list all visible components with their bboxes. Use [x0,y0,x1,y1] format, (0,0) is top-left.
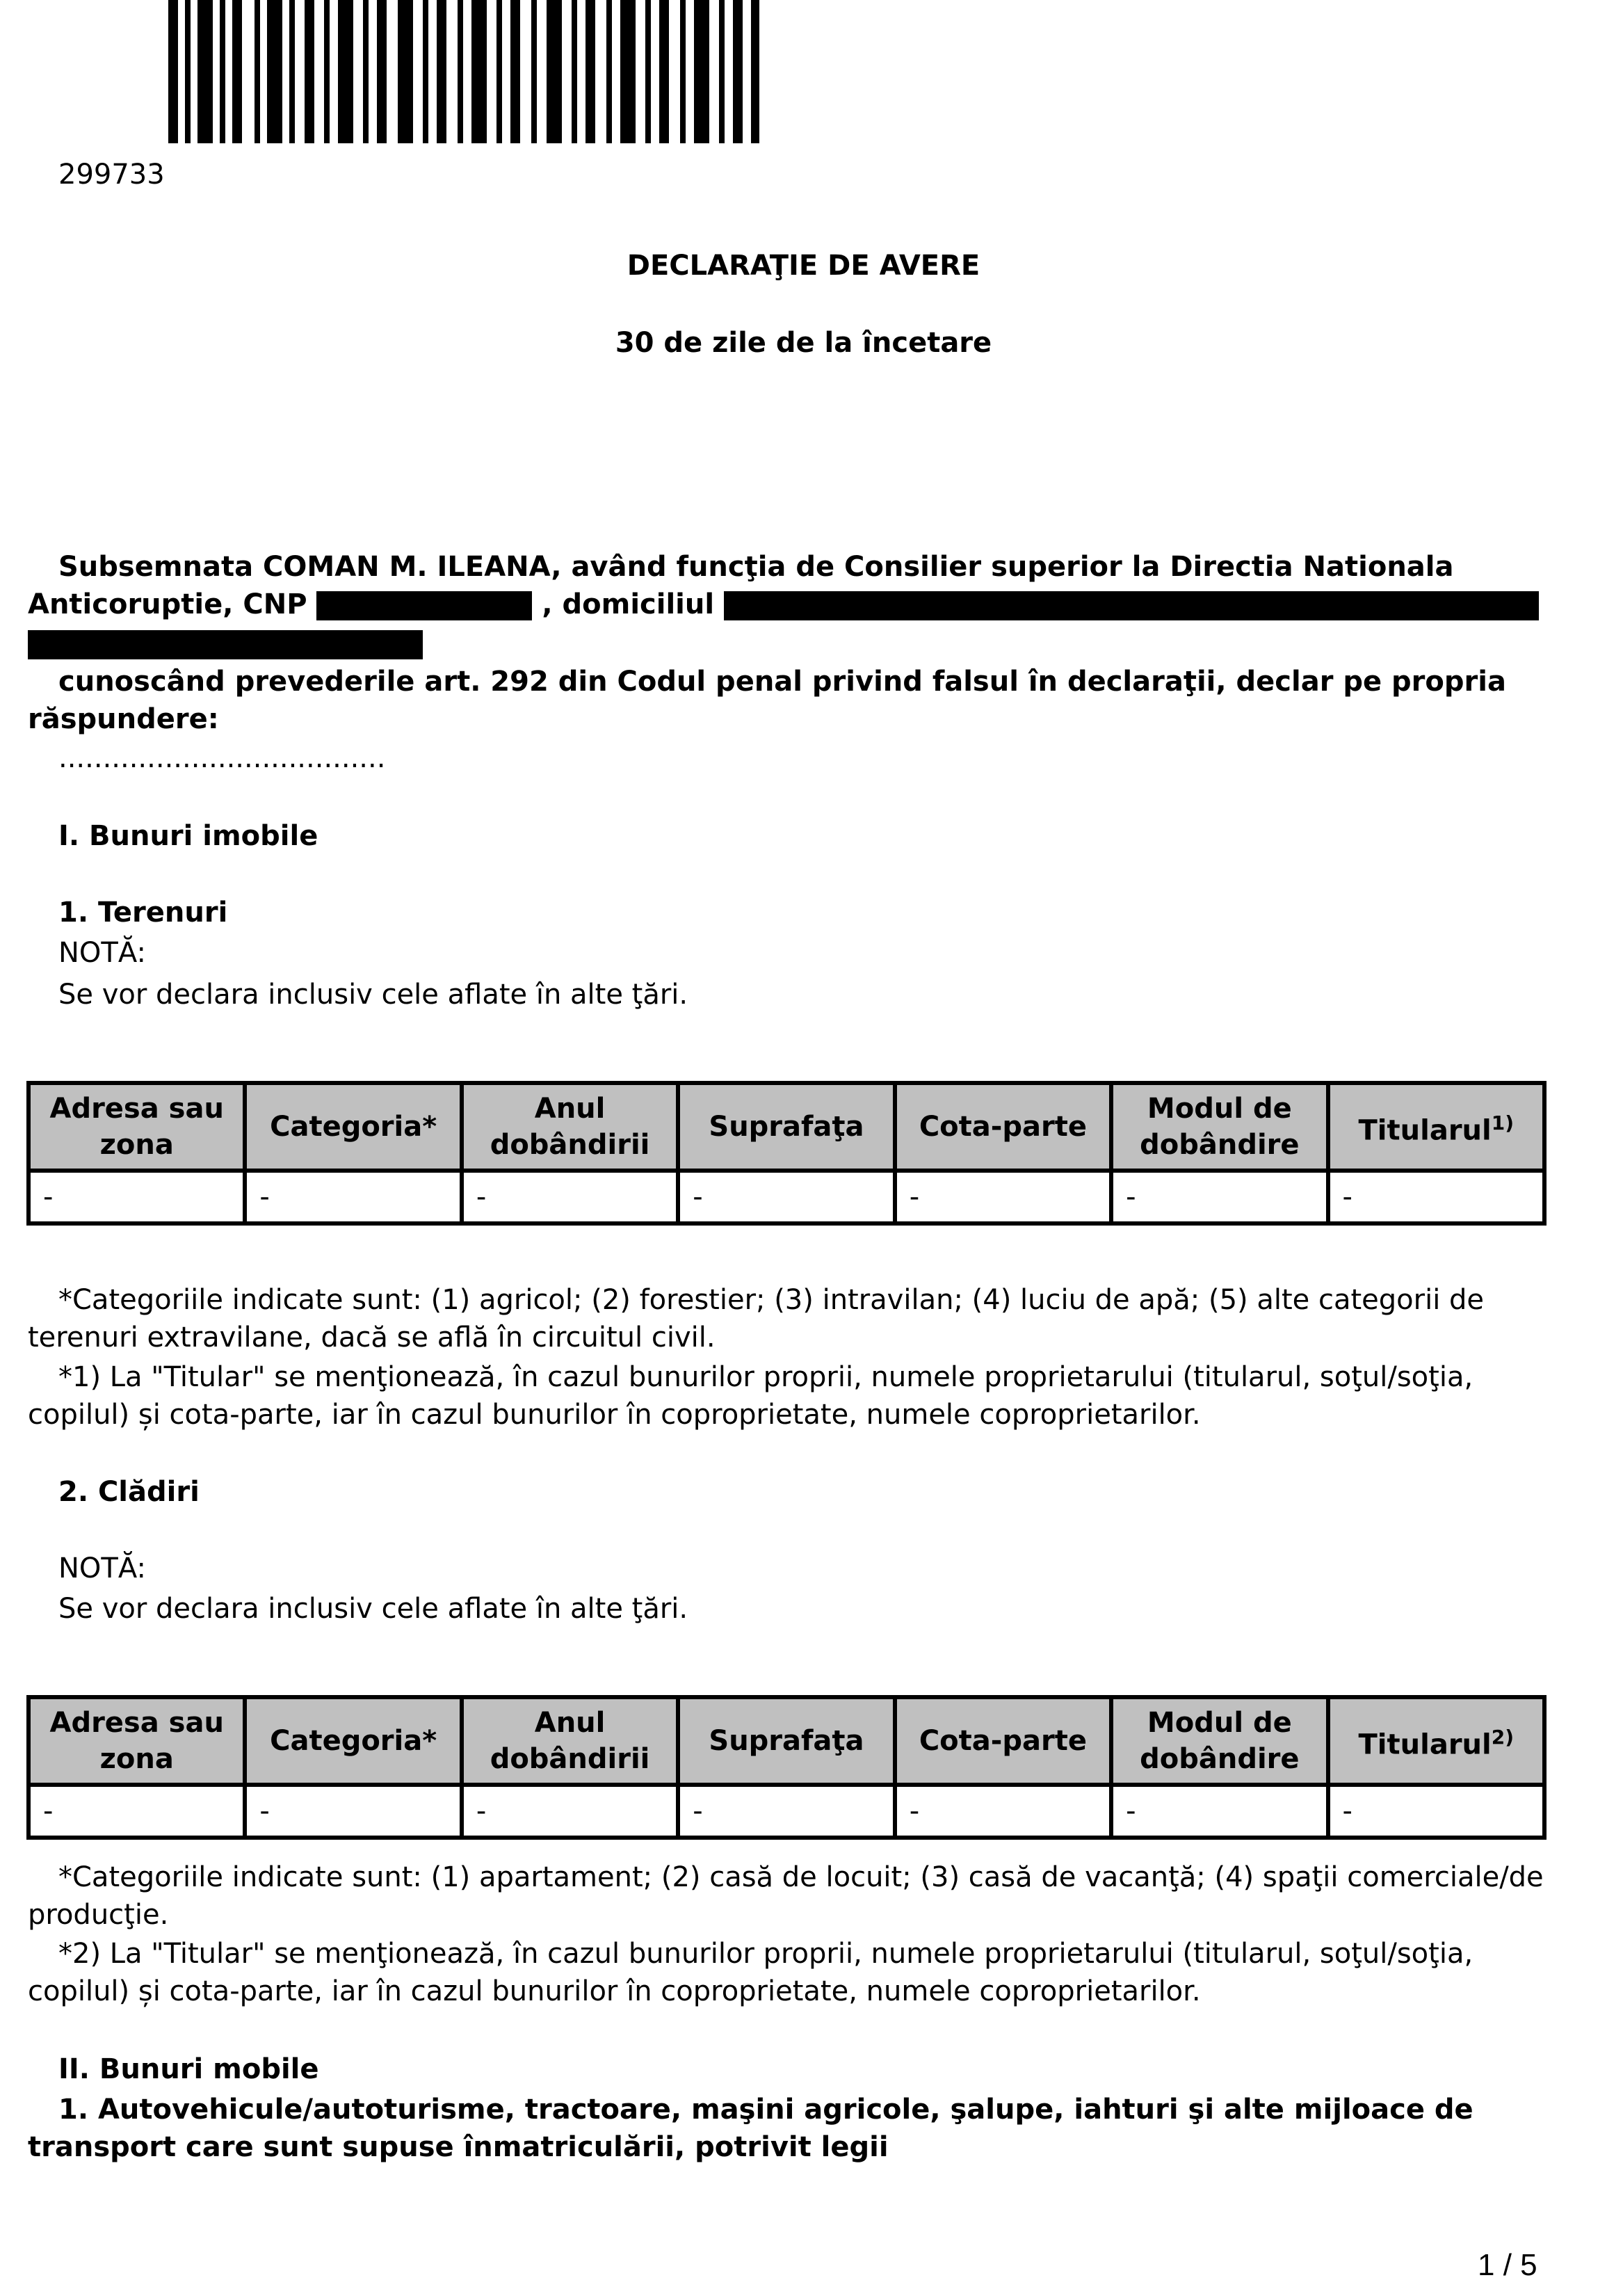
column-header: Adresa sau zona [29,1697,245,1785]
section-2-item-1-line-1: 1. Autovehicule/autoturisme, tractoare, maşini agricole, şalupe, iahturi şi alte mijloace de [58,2094,1473,2126]
column-header: Categoria* [245,1083,461,1171]
column-header [1328,1697,1544,1785]
table-cell: - [1111,1171,1327,1223]
terenuri-note-text: Se vor declara inclusiv cele aflate în alte ţări. [58,979,688,1011]
terenuri-footnote-2-line-2: copilul) și cota-parte, iar în cazul bunurilor în coproprietate, numele coproprietarilor. [28,1399,1201,1431]
table-header-row [29,1697,1544,1785]
cladiri-table [26,1695,1547,1840]
redacted-address-continued [28,630,423,659]
domiciliu-label: , domiciliul [542,588,715,620]
redacted-cnp [316,591,532,620]
cladiri-title: 2. Clădiri [58,1476,200,1508]
table-cell: - [1111,1785,1327,1838]
statement-line-2: răspundere: [28,703,219,735]
table-row [29,1171,1544,1223]
column-header [1328,1083,1544,1171]
titular-label: Titularul [1358,1728,1492,1761]
column-header: Cota-parte [895,1083,1111,1171]
terenuri-footnote-1-line-2: terenuri extravilane, dacă se află în circuitul civil. [28,1322,716,1354]
terenuri-footnote-2-line-1: *1) La "Titular" se menţionează, în cazul bunurilor proprii, numele proprietarului (titularul, soţul/soţia, [58,1361,1473,1393]
footnote-marker: 1) [1491,1111,1515,1134]
table-cell: - [462,1171,678,1223]
cnp-label: Anticoruptie, CNP [28,588,307,620]
cladiri-note-text: Se vor declara inclusiv cele aflate în alte ţări. [58,1593,688,1625]
page-subtitle: 30 de zile de la încetare [615,327,992,359]
cladiri-footnote-2-line-1: *2) La "Titular" se menţionează, în cazul bunurilor proprii, numele proprietarului (titularul, soţul/soţia, [58,1938,1473,1970]
table-row [29,1785,1544,1838]
cladiri-footnote-2-line-2: copilul) și cota-parte, iar în cazul bunurilor în coproprietate, numele coproprietarilor. [28,1975,1201,2007]
table-header-row [29,1083,1544,1171]
table-cell: - [462,1785,678,1838]
page-indicator: 1 / 5 [1478,2248,1537,2282]
table-cell: - [1328,1171,1544,1223]
column-header: Suprafaţa [678,1697,894,1785]
statement-line-1: cunoscând prevederile art. 292 din Codul penal privind falsul în declaraţii, declar pe propria [58,666,1506,698]
column-header: Modul de dobândire [1111,1697,1327,1785]
document-number: 299733 [58,159,165,191]
terenuri-title: 1. Terenuri [58,897,228,929]
cladiri-note-label: NOTĂ: [58,1552,146,1584]
section-2-title: II. Bunuri mobile [58,2053,319,2085]
terenuri-table [26,1081,1547,1226]
terenuri-footnote-1-line-1: *Categoriile indicate sunt: (1) agricol; (2) forestier; (3) intravilan; (4) luciu de apă; (5) alte categorii de [58,1284,1485,1316]
table-cell: - [1328,1785,1544,1838]
table-cell: - [678,1785,894,1838]
section-1-title: I. Bunuri imobile [58,820,318,852]
column-header: Suprafaţa [678,1083,894,1171]
table-cell: - [895,1171,1111,1223]
table-cell: - [245,1785,461,1838]
dotted-line: ..................................... [58,742,386,774]
column-header: Anul dobândirii [462,1083,678,1171]
declarant-line-2 [28,586,1539,623]
terenuri-note-label: NOTĂ: [58,937,146,969]
table-cell: - [29,1785,245,1838]
column-header: Categoria* [245,1697,461,1785]
column-header: Modul de dobândire [1111,1083,1327,1171]
footnote-marker: 2) [1491,1725,1515,1749]
section-2-item-1-line-2: transport care sunt supuse înmatriculării, potrivit legii [28,2131,889,2163]
table-cell: - [29,1171,245,1223]
table-cell: - [895,1785,1111,1838]
redacted-address [724,591,1539,620]
table-cell: - [245,1171,461,1223]
cladiri-footnote-1-line-2: producţie. [28,1899,169,1931]
column-header: Adresa sau zona [29,1083,245,1171]
column-header: Anul dobândirii [462,1697,678,1785]
page-title: DECLARAŢIE DE AVERE [627,250,980,282]
titular-label: Titularul [1358,1114,1492,1147]
barcode-image [168,0,759,143]
column-header: Cota-parte [895,1697,1111,1785]
declarant-line-1: Subsemnata COMAN M. ILEANA, având funcţia de Consilier superior la Directia Nationala [58,551,1454,583]
table-cell: - [678,1171,894,1223]
cladiri-footnote-1-line-1: *Categoriile indicate sunt: (1) apartament; (2) casă de locuit; (3) casă de vacanţă; (4) spaţii comerciale/de [58,1861,1544,1893]
